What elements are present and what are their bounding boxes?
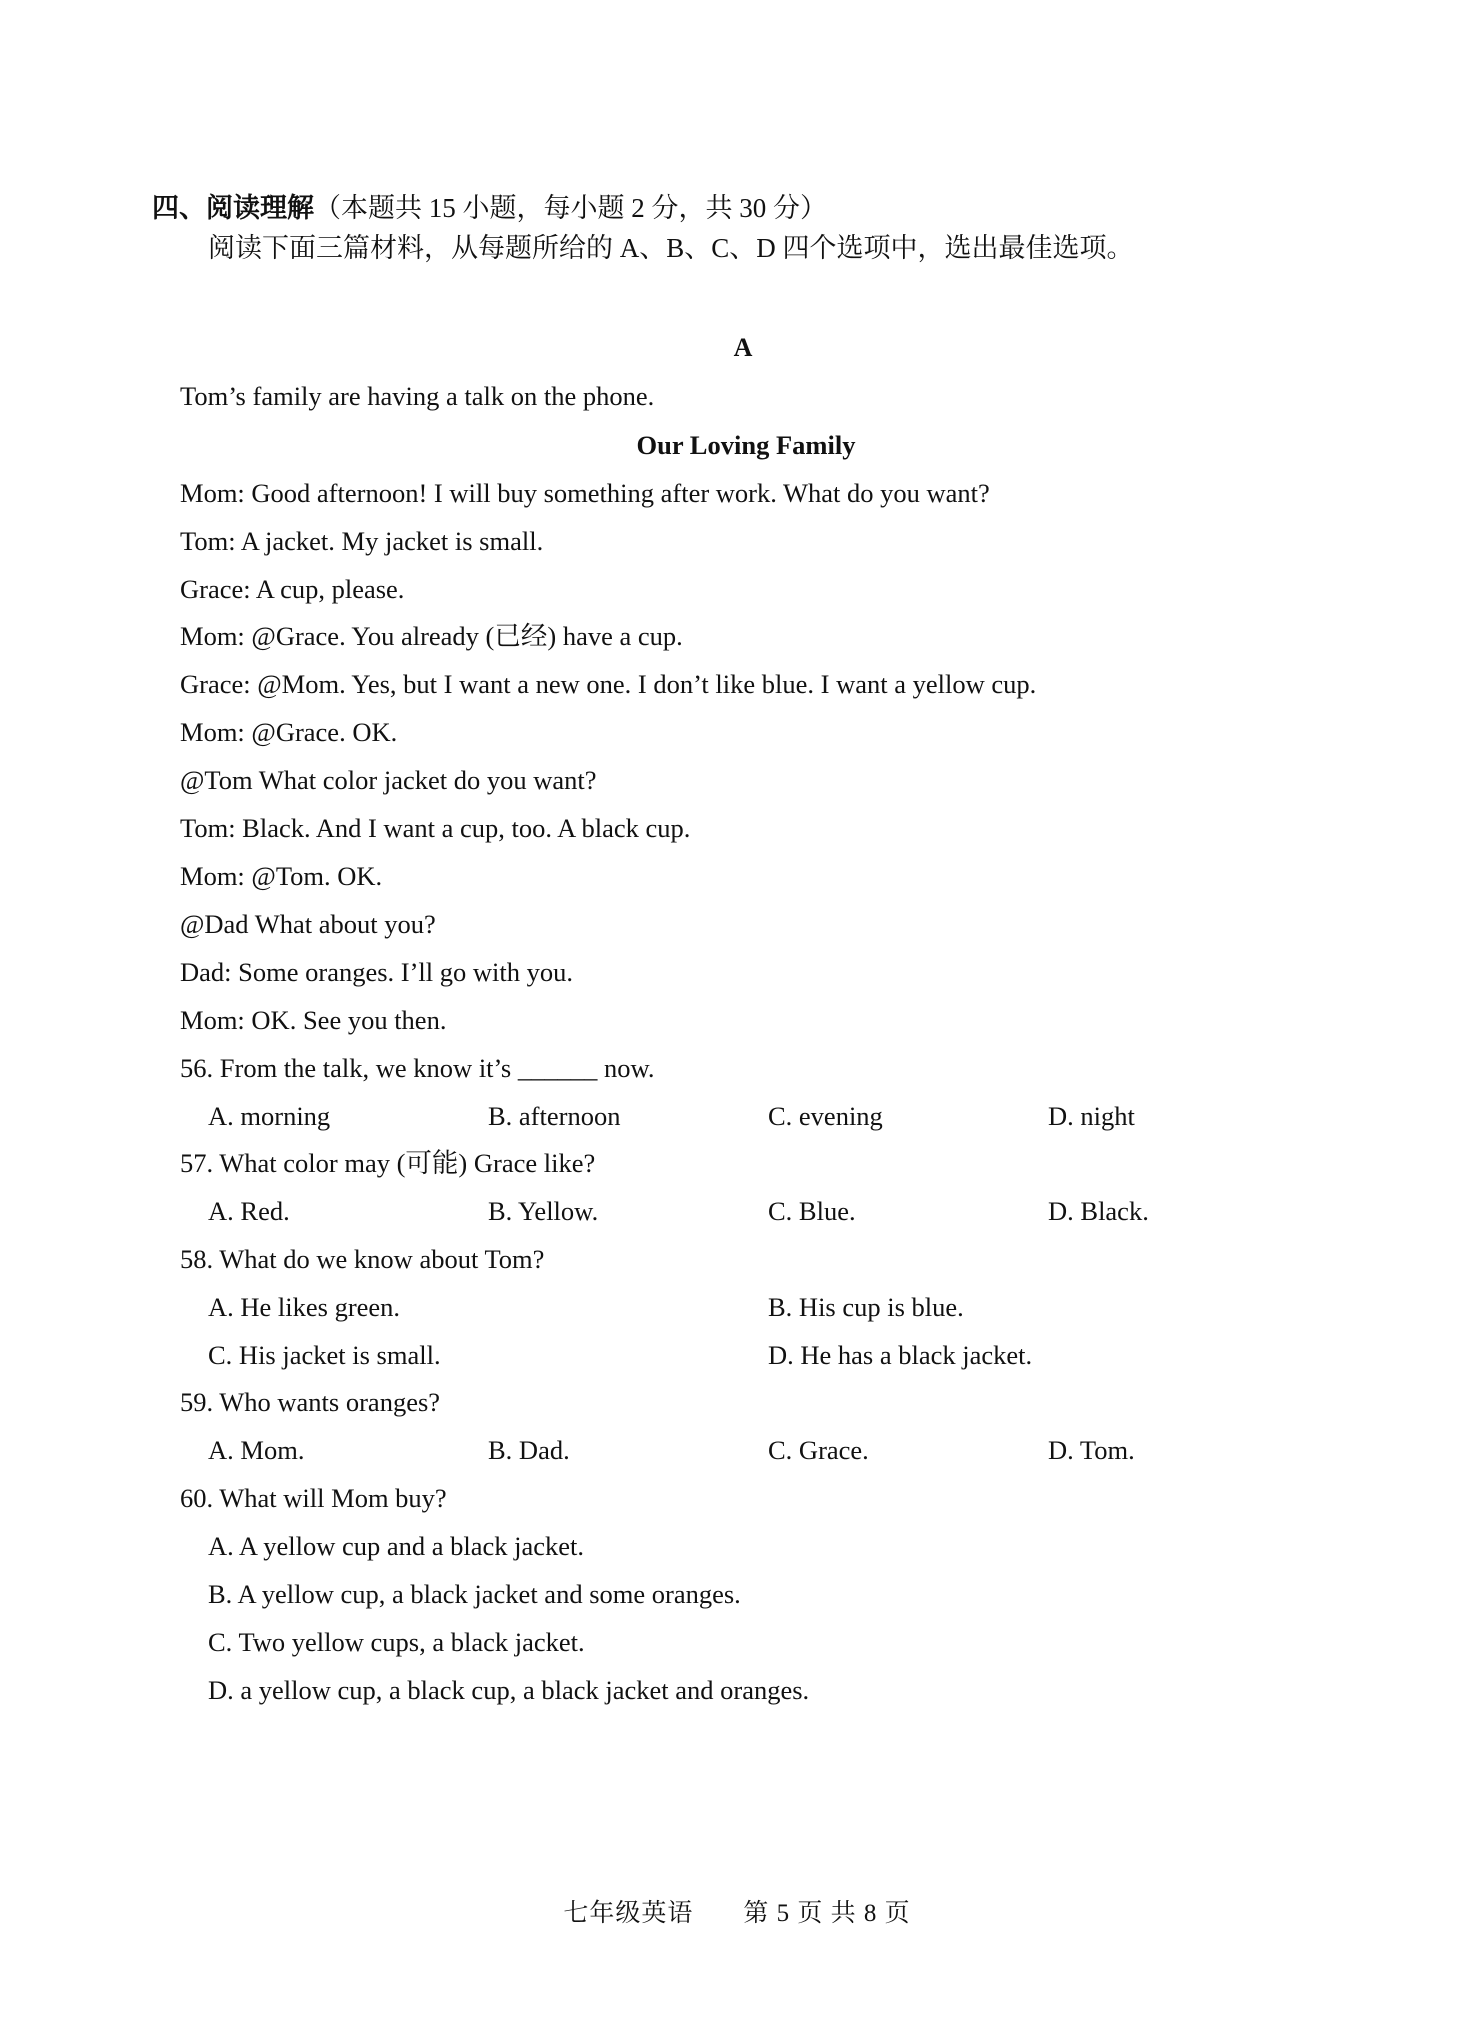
dialogue-line: Mom: @Tom. OK.	[180, 861, 383, 891]
dialogue-line: Grace: A cup, please.	[180, 574, 405, 604]
footer-subject: 七年级英语	[563, 1900, 694, 1927]
option-d: D. a yellow cup, a black cup, a black jacket and oranges.	[208, 1675, 810, 1705]
dialogue-line: Grace: @Mom. Yes, but I want a new one. I don’t like blue. I want a yellow cup.	[180, 669, 1037, 699]
footer-page-number: 第 5 页 共 8 页	[743, 1900, 911, 1927]
option-c: C. Two yellow cups, a black jacket.	[208, 1627, 585, 1657]
option-b: B. Yellow.	[488, 1196, 599, 1226]
option-b: B. Dad.	[488, 1435, 570, 1465]
option-a: A. A yellow cup and a black jacket.	[208, 1531, 585, 1561]
option-d: D. He has a black jacket.	[768, 1340, 1033, 1370]
question-text: 60. What will Mom buy?	[180, 1483, 447, 1513]
option-d: D. night	[1048, 1101, 1135, 1131]
option-a: A. Red.	[208, 1196, 290, 1226]
dialogue-line: Tom: Black. And I want a cup, too. A black cup.	[180, 813, 691, 843]
option-c: C. Grace.	[768, 1435, 869, 1465]
dialogue-line: Mom: @Grace. OK.	[180, 717, 398, 747]
option-d: D. Black.	[1048, 1196, 1149, 1226]
section-instruction: 阅读下面三篇材料，从每题所给的 A、B、C、D 四个选项中，选出最佳选项。	[208, 233, 1134, 263]
dialogue-line: Mom: @Grace. You already (已经) have a cup.	[180, 621, 683, 651]
passage-intro: Tom’s family are having a talk on the phone.	[180, 381, 655, 411]
option-d: D. Tom.	[1048, 1435, 1135, 1465]
section-title: 四、阅读理解	[152, 193, 314, 223]
option-c: C. His jacket is small.	[208, 1340, 441, 1370]
dialogue-line: @Dad What about you?	[180, 909, 436, 939]
option-a: A. Mom.	[208, 1435, 305, 1465]
option-b: B. afternoon	[488, 1101, 621, 1131]
question-text: 59. Who wants oranges?	[180, 1387, 441, 1417]
dialogue-line: Dad: Some oranges. I’ll go with you.	[180, 957, 574, 987]
question-text: 56. From the talk, we know it’s ______ now.	[180, 1053, 655, 1083]
passage-title: Our Loving Family	[636, 430, 856, 460]
dialogue-line: Mom: Good afternoon! I will buy something after work. What do you want?	[180, 478, 990, 508]
dialogue-line: Tom: A jacket. My jacket is small.	[180, 526, 544, 556]
option-c: C. evening	[768, 1101, 883, 1131]
section-note: （本题共 15 小题，每小题 2 分，共 30 分）	[314, 193, 827, 223]
question-text: 58. What do we know about Tom?	[180, 1244, 545, 1274]
question-text: 57. What color may (可能) Grace like?	[180, 1148, 596, 1178]
option-b: B. His cup is blue.	[768, 1292, 964, 1322]
option-a: A. morning	[208, 1101, 331, 1131]
option-b: B. A yellow cup, a black jacket and some oranges.	[208, 1579, 741, 1609]
page-footer	[0, 1896, 1474, 1932]
dialogue-line: @Tom What color jacket do you want?	[180, 765, 597, 795]
passage-letter: A	[733, 333, 753, 362]
dialogue-line: Mom: OK. See you then.	[180, 1005, 447, 1035]
option-a: A. He likes green.	[208, 1292, 401, 1322]
section-heading	[152, 190, 827, 226]
option-c: C. Blue.	[768, 1196, 856, 1226]
